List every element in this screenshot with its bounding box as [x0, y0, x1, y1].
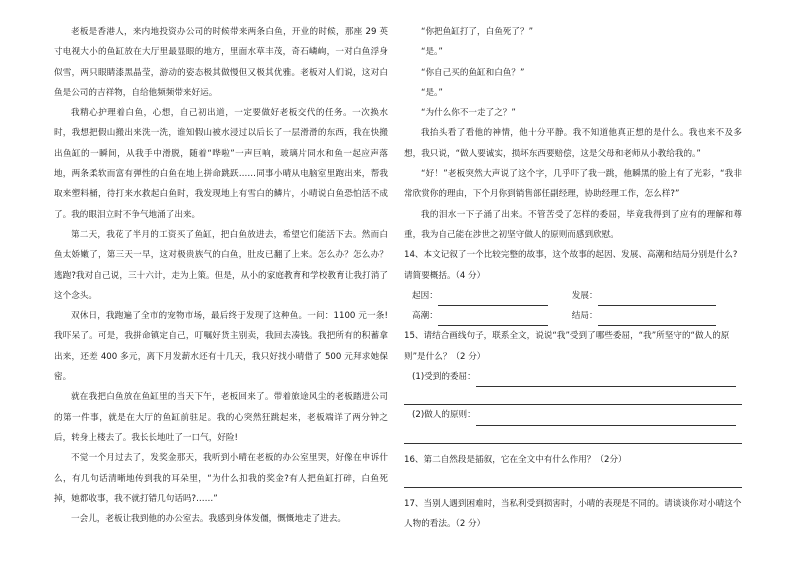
q14-cause-blank[interactable]	[438, 292, 548, 306]
passage-paragraph-7: 一会儿，老板让我到他的办公室去。我感到身体发僵，慨慨地走了进去。	[71, 514, 347, 525]
q15-sub1-row	[404, 367, 742, 387]
question-16: 16、第二自然段是插叙，它在全文中有什么作用？（2分）	[404, 454, 627, 465]
q14-cause-label: 起因：	[412, 290, 438, 301]
q14-climax-blank[interactable]	[438, 312, 548, 326]
q14-development-label: 发展：	[571, 290, 598, 301]
q15-principle-blank[interactable]	[476, 412, 736, 426]
passage-paragraph-5: 就在我把白鱼放在鱼缸里的当天下午，老板回来了。带着旅途风尘的老板踏进公司的第一件事，就是在大厅的鱼缸前驻足。我的心突然狂跳起来，老板端详了两分钟之后，转身上楼去了。我长长地吐了一口气，好险!	[54, 392, 388, 443]
q15-grievance-label: (1)受到的委屈：	[412, 372, 476, 383]
q14-ending-label: 结局：	[571, 311, 598, 322]
passage-paragraph-9: “好！”老板突然大声说了这个字，几乎吓了我一跳，他瞬黑的脸上有了光彩，“我非常欣赏你的理由，下个月你到销售部任副经理，协助经理工作，怎么样?”	[404, 169, 742, 200]
question-14: 14、本文记叙了一个比较完整的故事，这个故事的起因、发展、高潮和结局分别是什么?请简要概括。（4 分）	[404, 250, 738, 281]
dialogue-line-3: “你自己买的鱼缸和白鱼？”	[421, 67, 525, 78]
q15-answer-line-2[interactable]	[404, 426, 742, 444]
dialogue-line-5: “为什么你不一走了之？”	[421, 108, 516, 119]
passage-paragraph-10: 我的泪水一下子涌了出来。不管苦受了怎样的委屈，毕竟我得到了应有的理解和尊重，我为自己能在涉世之初坚守做人的原则而感到欣慰。	[404, 209, 742, 240]
dialogue-line-1: “你把鱼缸打了，白鱼死了？”	[421, 27, 534, 37]
passage-paragraph-3: 第二天，我花了半月的工资买了鱼缸，把白鱼放进去，希望它们能活下去。然而白鱼太娇嫩了，第三天一早，这对极贵族气的白鱼，肚皮已翻了上来。怎么办？怎么办？逃跑?我对自己说，三十六计，走为上策。但是，从小的家庭教育和学校教育让我打消了这个念头。	[54, 229, 388, 301]
q15-answer-line-1[interactable]	[404, 387, 742, 405]
q15-sub2-row	[404, 405, 742, 425]
passage-paragraph-2: 我精心护理着白鱼，心想，自己初出道，一定要做好老板交代的任务。一次换水时，我想把假山搬出来洗一洗，谁知假山被水浸过以后长了一层滑滑的东西，我在快搬出鱼缸的一瞬间，从我手中滑脱，随着“哗啦”一声巨响，玻璃片同水和鱼一起应声落地，两条柔软而富有弹性的白鱼在地上拼命跳跃……同事小晴从电脑室里跑出来，帮我取来塑料桶，待打来水救起白鱼时，我发现地上有雪白的鳞片，小晴说白鱼恐怕活不成了。我的眼泪立时不争气地涌了出来。	[54, 108, 388, 220]
passage-paragraph-1: 老板是香港人，来内地投资办公司的时候带来两条白鱼，开业的时候，那座 29 英寸电视大小的鱼缸放在大厅里最显眼的地方，里面水草丰茂，奇石嶙峋，一对白鱼浮身似雪，两只眼睛漆黑晶莹，游动的姿态极其做慢但又极其优雅。老板对人们说，这对白鱼是公司的吉祥物，自给他频频带来好运。	[54, 27, 388, 98]
passage-paragraph-8: 我抬头看了看他的神情，他十分平静。我不知道他真正想的是什么。我也来不及多想，我只说，“做人要诚实，损坏东西要赔偿，这是父母和老师从小教给我的。”	[404, 128, 742, 159]
question-15: 15、请结合画线句子，联系全文，说说“我”受到了哪些委屈，“我”所坚守的“做人的原则”是什么？（2 分）	[404, 331, 730, 362]
q14-row-1	[404, 286, 742, 306]
q14-row-2	[404, 306, 742, 326]
right-column	[404, 22, 742, 535]
question-17: 17、当别人遇到困难时，当私利受到损害时，小晴的表现是不同的。请谈谈你对小晴这个人物的看法。（2 分）	[404, 498, 742, 530]
q14-climax-label: 高潮：	[412, 311, 438, 322]
dialogue-line-2: “是。”	[421, 47, 443, 58]
q16-answer-line[interactable]	[404, 470, 742, 488]
q15-grievance-blank[interactable]	[476, 373, 736, 387]
q14-development-blank[interactable]	[598, 292, 716, 306]
passage-paragraph-4: 双休日，我跑遍了全市的宠物市场，最后终于发现了这种鱼。一问：1100 元一条!我吓呆了。可是，我拼命镇定自己，叮嘱好货主别卖，我回去凑钱。我把所有的积蓄拿出来，还差 400 多元，离下月发薪水还有十几天，我只好找小晴借了 500 元拜求她保密。	[54, 311, 388, 383]
passage-paragraph-6: 不觉一个月过去了，发奖金那天，我听到小晴在老板的办公室里哭，好像在申诉什么，有几句话清晰地传到我的耳朵里，“为什么扣我的奖金?有人把鱼缸打碎，白鱼死掉，她都收事，我不就打错几句话吗?……”	[54, 453, 388, 504]
reading-passage-left-column	[54, 22, 388, 529]
dialogue-line-4: “是。”	[421, 87, 443, 98]
q15-principle-label: (2)做人的原则：	[412, 410, 476, 421]
q14-ending-blank[interactable]	[598, 312, 716, 326]
